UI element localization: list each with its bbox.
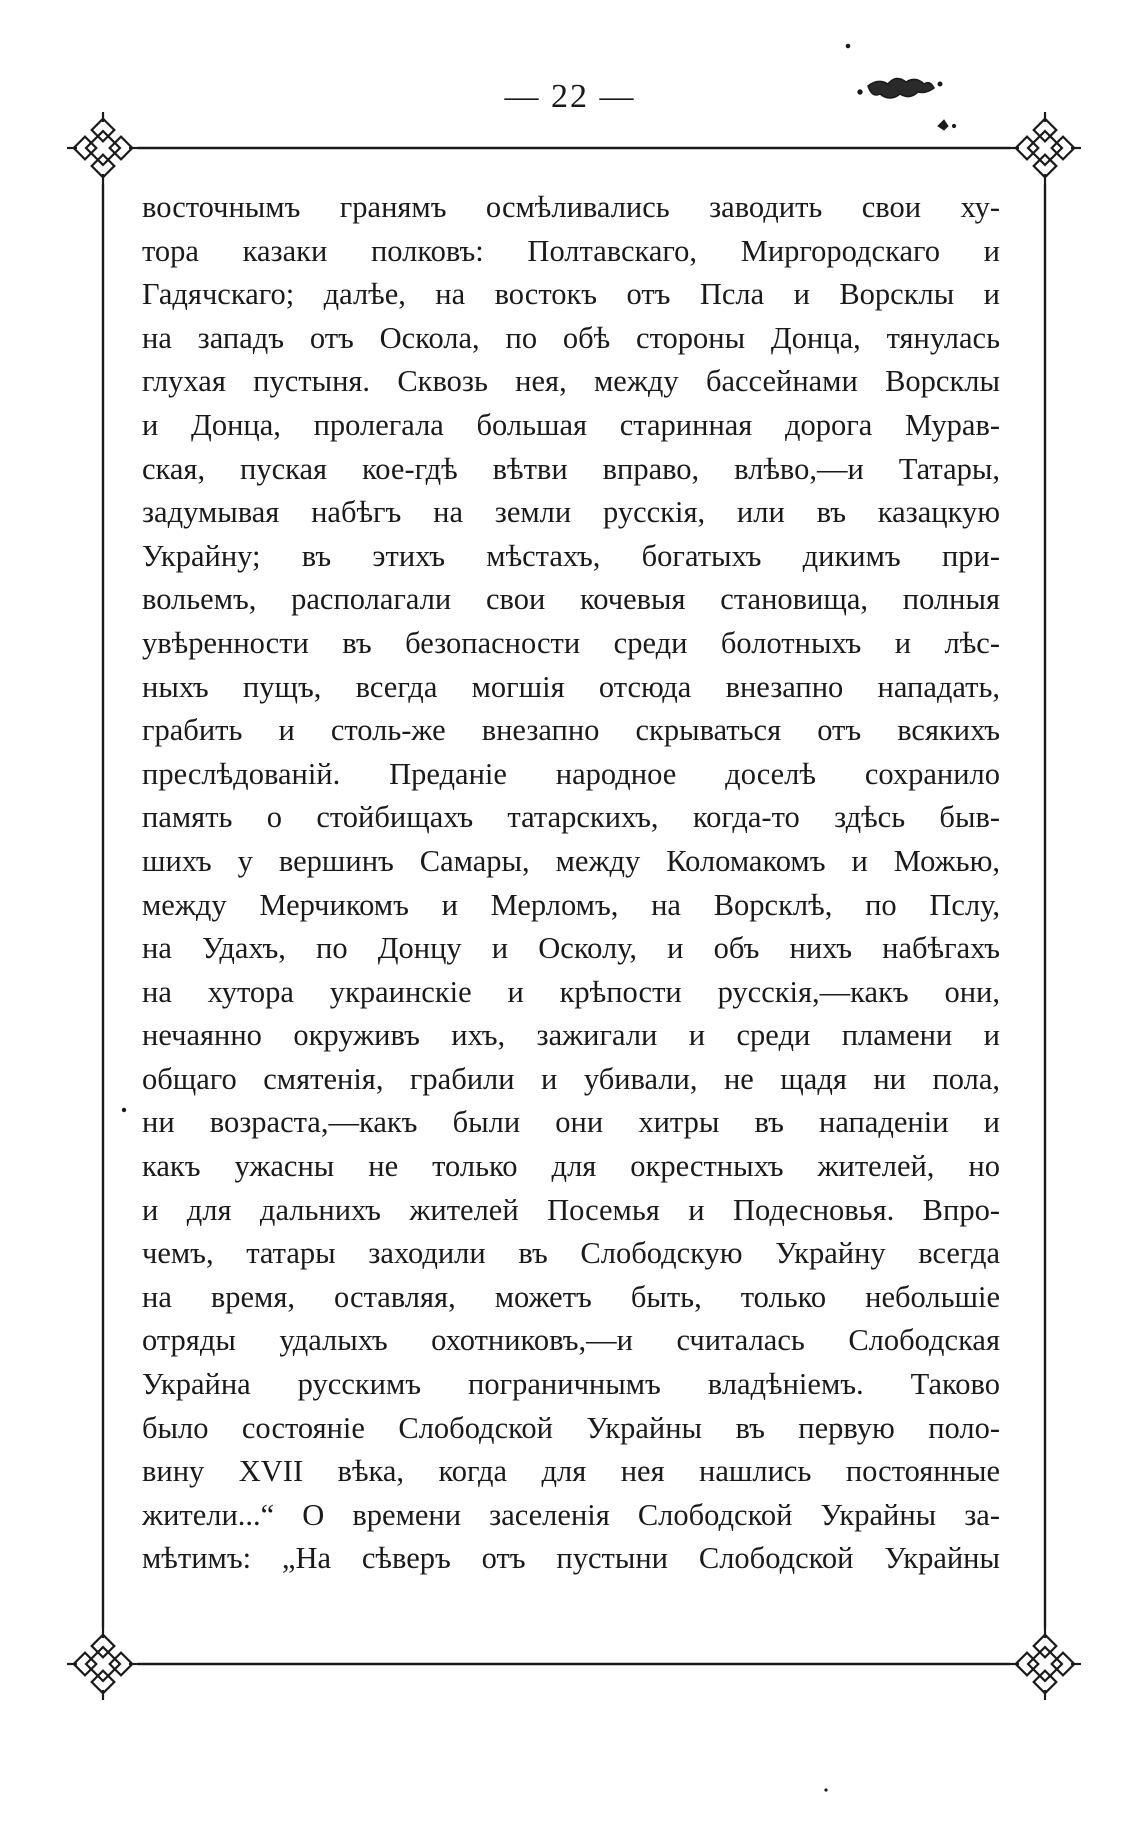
text-line: какъ ужасны не только для окрестныхъ жителей, но [142,1149,1000,1184]
corner-bottom-left-icon [67,1628,139,1700]
text-line: ская, пуская кое-гдѣ вѣтви вправо, влѣво,—и Татары, [142,451,1000,486]
text-line: задумывая набѣгъ на земли русскія, или въ казацкую [142,495,1000,530]
text-line: и Донца, пролегала большая старинная дорога Мурав- [142,407,1000,442]
text-line: чемъ, татары заходили въ Слободскую Украйну всегда [142,1236,1000,1271]
text-line: вину XVII вѣка, когда для нея нашлись постоянные [142,1454,1000,1489]
corner-bottom-right-icon [1009,1628,1081,1700]
text-line: ни возраста,—какъ были они хитры въ нападеніи и [142,1105,1000,1140]
text-line: глухая пустыня. Сквозь нея, между бассейнами Ворсклы [142,364,1000,399]
text-line: на Удахъ, по Донцу и Осколу, и объ нихъ набѣгахъ [142,931,1000,966]
text-line: тора казаки полковъ: Полтавскаго, Миргородскаго и [142,233,1000,268]
body-text [142,186,1000,1581]
text-line: между Мерчикомъ и Мерломъ, на Ворсклѣ, по Пслу, [142,887,1000,922]
corner-top-left-icon [67,112,139,184]
text-line: Гадячскаго; далѣе, на востокъ отъ Псла и Ворсклы и [142,277,1000,312]
text-line: было состояніе Слободской Украйны въ первую поло- [142,1410,1000,1445]
text-line: память о стойбищахъ татарскихъ, когда-то здѣсь быв- [142,800,1000,835]
text-line: мѣтимъ: „На сѣверъ отъ пустыни Слободской Украйны [142,1541,1000,1576]
text-line: на хутора украинскіе и крѣпости русскія,—какъ они, [142,974,1000,1009]
text-line: грабить и столь-же внезапно скрываться отъ всякихъ [142,713,1000,748]
text-line: на западъ отъ Оскола, по обѣ стороны Донца, тянулась [142,320,1000,355]
text-line: на время, оставляя, можетъ быть, только небольшіе [142,1279,1000,1314]
text-line: общаго смятенія, грабили и убивали, не щадя ни пола, [142,1061,1000,1096]
text-line: нечаянно окруживъ ихъ, зажигали и среди пламени и [142,1018,1000,1053]
text-line: преслѣдованій. Преданіе народное доселѣ сохранило [142,756,1000,791]
text-line: Украйну; въ этихъ мѣстахъ, богатыхъ дикимъ при- [142,538,1000,573]
text-line: отряды удалыхъ охотниковъ,—и считалась Слободская [142,1323,1000,1358]
page-number: — 22 — [504,78,636,115]
corner-top-right-icon [1009,112,1081,184]
text-line: и для дальнихъ жителей Посемья и Подесновья. Впро- [142,1192,1000,1227]
text-line: вольемъ, располагали свои кочевыя становища, полныя [142,582,1000,617]
text-line: увѣренности въ безопасности среди болотныхъ и лѣс- [142,625,1000,660]
text-line: Украйна русскимъ пограничнымъ владѣніемъ. Таково [142,1367,1000,1402]
text-line: ныхъ пущъ, всегда могшія отсюда внезапно нападать, [142,669,1000,704]
text-line: восточнымъ гранямъ осмѣливались заводить свои ху- [142,190,1000,224]
text-line: шихъ у вершинъ Самары, между Коломакомъ и Можью, [142,843,1000,878]
text-line: жители...“ О времени заселенія Слободской Украйны за- [142,1497,1000,1532]
